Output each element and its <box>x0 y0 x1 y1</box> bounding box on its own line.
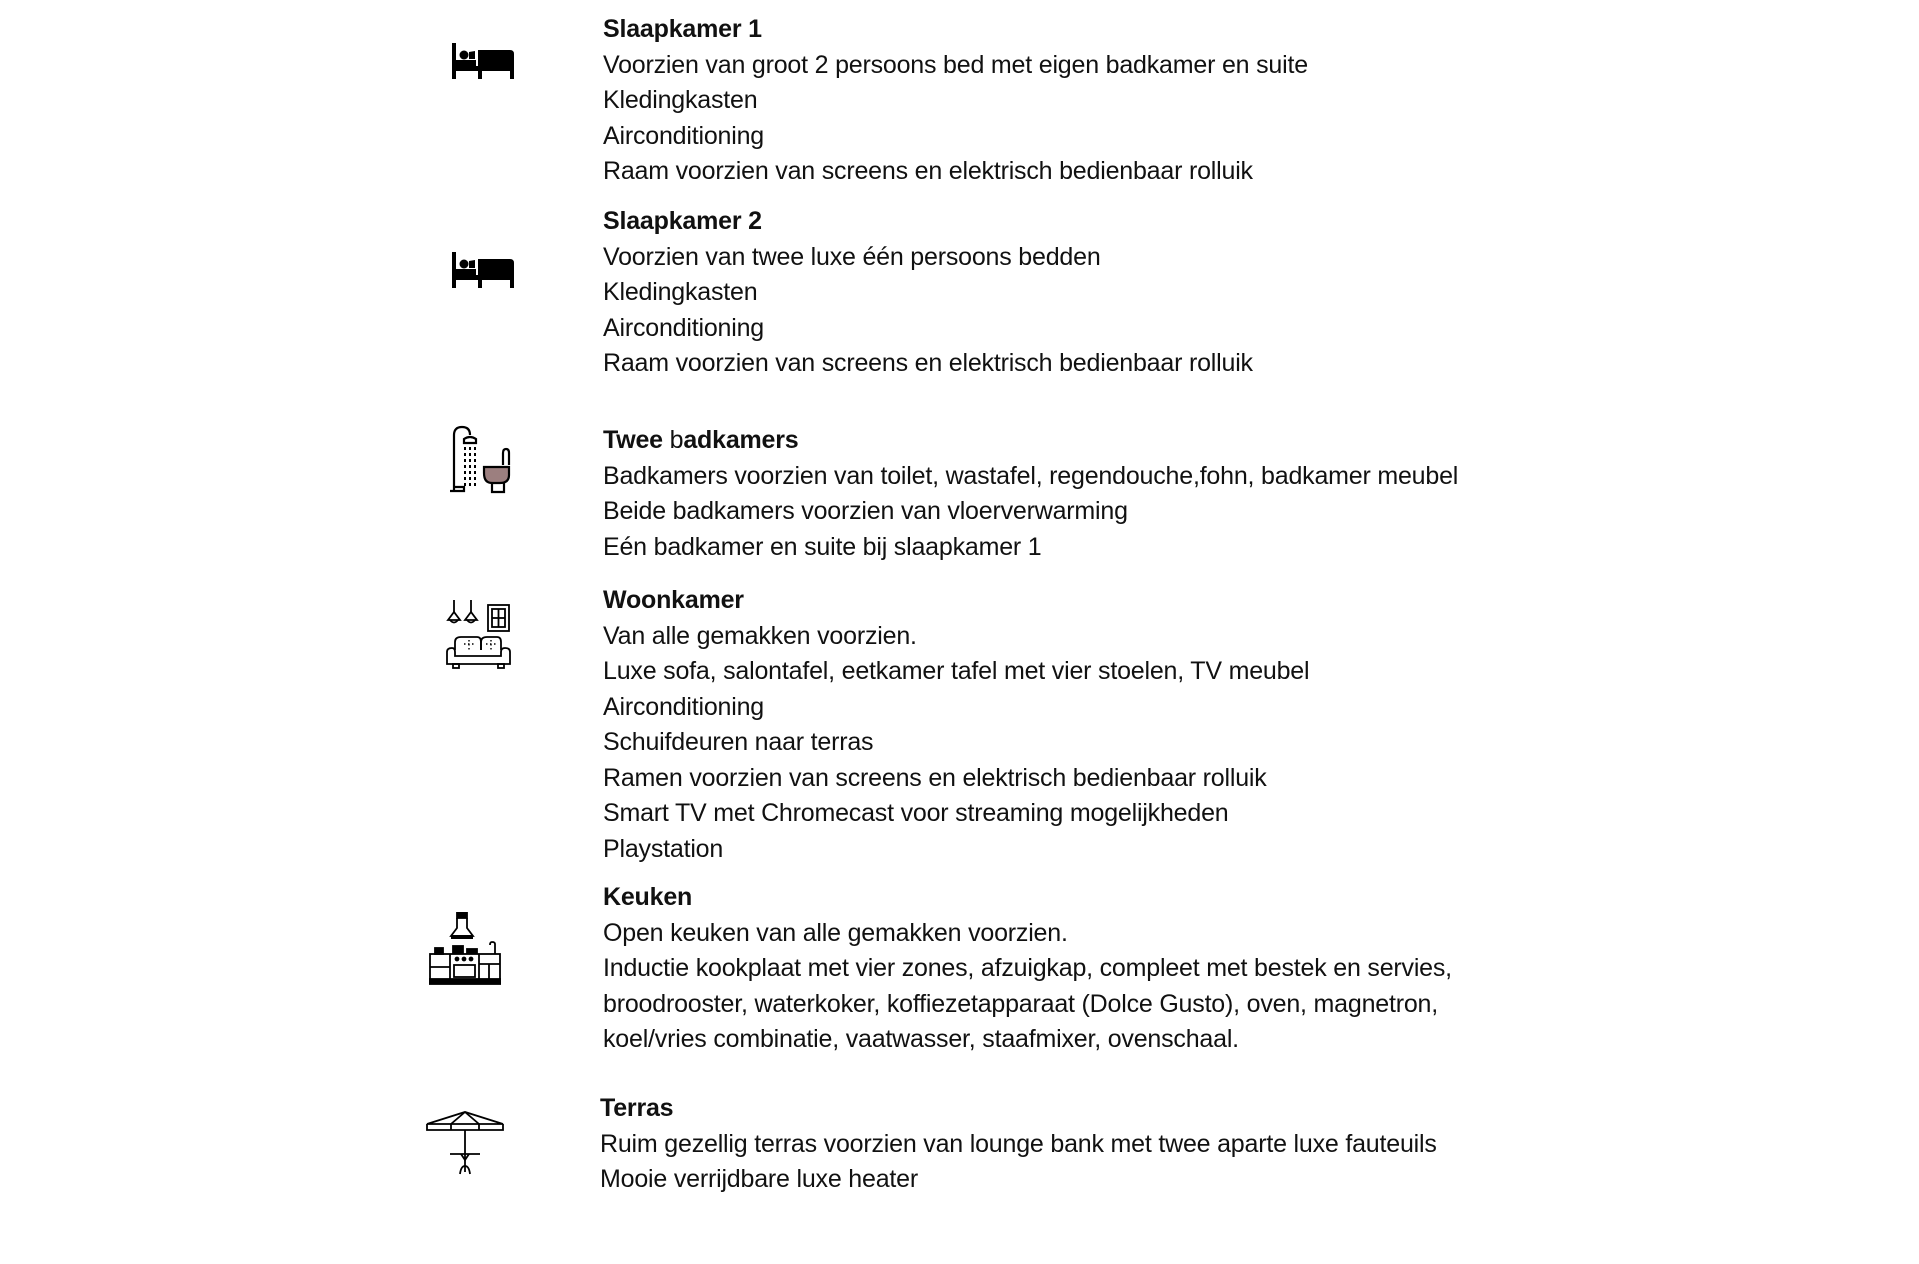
list-item: Schuifdeuren naar terras <box>603 728 874 756</box>
section-title: Terras <box>600 1094 674 1122</box>
list-item: Ramen voorzien van screens en elektrisch bedienbaar rolluik <box>603 763 1267 792</box>
list-item: Raam voorzien van screens en elektrisch bedienbaar rolluik <box>603 349 1253 377</box>
list-item: Beide badkamers voorzien van vloerverwarming <box>603 497 1128 525</box>
list-item: Airconditioning <box>603 692 764 721</box>
section-title: Woonkamer <box>603 586 744 614</box>
living-room-icon <box>445 600 511 670</box>
list-item: Kledingkasten <box>603 278 758 306</box>
section-title: Slaapkamer 1 <box>603 15 762 43</box>
bed-icon <box>452 252 514 288</box>
list-item: Ruim gezellig terras voorzien van lounge bank met twee aparte luxe fauteuils <box>600 1129 1437 1158</box>
list-item: Badkamers voorzien van toilet, wastafel, regendouche,fohn, badkamer meubel <box>603 461 1459 490</box>
bed-icon <box>452 43 514 79</box>
list-item: koel/vries combinatie, vaatwasser, staafmixer, ovenschaal. <box>603 1025 1239 1053</box>
shower-toilet-icon <box>448 425 514 495</box>
section-title: Twee badkamers <box>603 426 799 454</box>
list-item: broodrooster, waterkoker, koffiezetapparaat (Dolce Gusto), oven, magnetron, <box>603 989 1439 1018</box>
list-item: Smart TV met Chromecast voor streaming mogelijkheden <box>603 799 1229 827</box>
list-item: Raam voorzien van screens en elektrisch bedienbaar rolluik <box>603 157 1253 185</box>
list-item: Airconditioning <box>603 313 764 342</box>
list-item: Mooie verrijdbare luxe heater <box>600 1165 918 1193</box>
section-title: Keuken <box>603 883 693 911</box>
section-title: Slaapkamer 2 <box>603 207 762 235</box>
list-item: Voorzien van twee luxe één persoons bedden <box>603 242 1101 271</box>
list-item: Luxe sofa, salontafel, eetkamer tafel met vier stoelen, TV meubel <box>603 657 1310 685</box>
list-item: Voorzien van groot 2 persoons bed met eigen badkamer en suite <box>603 50 1308 79</box>
list-item: Playstation <box>603 834 724 863</box>
list-item: Kledingkasten <box>603 86 758 114</box>
parasol-icon <box>425 1110 505 1178</box>
list-item: Airconditioning <box>603 121 764 150</box>
kitchen-icon <box>429 912 501 986</box>
list-item: Van alle gemakken voorzien. <box>603 621 917 650</box>
list-item: Eén badkamer en suite bij slaapkamer 1 <box>603 532 1042 561</box>
list-item: Inductie kookplaat met vier zones, afzuigkap, compleet met bestek en servies, <box>603 954 1452 982</box>
list-item: Open keuken van alle gemakken voorzien. <box>603 918 1068 947</box>
